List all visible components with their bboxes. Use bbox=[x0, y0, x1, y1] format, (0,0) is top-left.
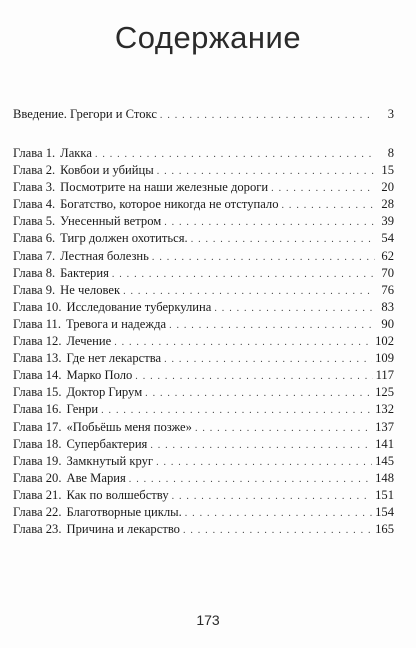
chapter-page: 102 bbox=[375, 334, 394, 349]
chapter-page: 148 bbox=[375, 470, 394, 485]
toc-entry bbox=[13, 401, 394, 418]
toc-intro-label: Введение. Грегори и Стокс bbox=[13, 107, 157, 121]
toc-entry bbox=[13, 265, 394, 282]
chapter-number: Глава 6. bbox=[13, 231, 56, 246]
chapter-title: Тигр должен охотиться. bbox=[60, 231, 188, 246]
chapter-number: Глава 8. bbox=[13, 265, 56, 280]
toc-entry bbox=[13, 299, 394, 316]
chapter-page: 137 bbox=[375, 419, 394, 434]
chapter-page: 54 bbox=[381, 231, 394, 246]
chapter-page: 109 bbox=[375, 351, 394, 366]
chapter-title: Лечение bbox=[66, 334, 112, 349]
chapter-number: Глава 21. bbox=[13, 487, 62, 502]
chapter-title: Доктор Гирум bbox=[66, 385, 143, 400]
toc-entry bbox=[13, 470, 394, 487]
chapter-number: Глава 19. bbox=[13, 453, 62, 468]
toc-entry bbox=[13, 367, 394, 384]
chapter-number: Глава 2. bbox=[13, 163, 56, 178]
dot-leader bbox=[157, 163, 375, 180]
dot-leader bbox=[123, 283, 375, 300]
dot-leader bbox=[114, 334, 372, 351]
chapter-number: Глава 14. bbox=[13, 368, 62, 383]
chapter-page: 76 bbox=[381, 282, 394, 297]
table-of-contents bbox=[13, 145, 394, 538]
toc-entry bbox=[13, 162, 394, 179]
chapter-page: 90 bbox=[381, 316, 394, 331]
toc-entry bbox=[13, 504, 394, 521]
chapter-number: Глава 15. bbox=[13, 385, 62, 400]
chapter-number: Глава 13. bbox=[13, 351, 62, 366]
dot-leader bbox=[112, 266, 375, 283]
chapter-title: Посмотрите на наши железные дороги bbox=[60, 180, 269, 195]
dot-leader bbox=[150, 437, 372, 454]
chapter-page: 15 bbox=[381, 163, 394, 178]
chapter-page: 70 bbox=[381, 265, 394, 280]
chapter-number: Глава 17. bbox=[13, 419, 62, 434]
page-title: Содержание bbox=[114, 20, 302, 55]
chapter-title: Тревога и надежда bbox=[66, 316, 167, 331]
dot-leader bbox=[164, 214, 375, 231]
chapter-title: Марко Поло bbox=[66, 368, 133, 383]
chapter-number: Глава 3. bbox=[13, 180, 56, 195]
toc-entry bbox=[13, 350, 394, 367]
chapter-title: Генри bbox=[66, 402, 99, 417]
chapter-page: 117 bbox=[375, 368, 394, 383]
dot-leader bbox=[214, 300, 375, 317]
toc-entry bbox=[13, 436, 394, 453]
dot-leader bbox=[129, 471, 372, 488]
dot-leader bbox=[145, 385, 372, 402]
dot-leader bbox=[135, 368, 372, 385]
chapter-number: Глава 12. bbox=[13, 334, 62, 349]
chapter-title: Причина и лекарство bbox=[66, 522, 180, 537]
chapter-title: Супербактерия bbox=[66, 436, 148, 451]
dot-leader bbox=[101, 402, 372, 419]
dot-leader bbox=[156, 454, 372, 471]
toc-entry bbox=[13, 316, 394, 333]
dot-leader bbox=[160, 107, 375, 124]
dot-leader bbox=[172, 488, 372, 505]
dot-leader bbox=[183, 522, 372, 539]
page-number: 173 bbox=[196, 612, 220, 628]
toc-entry bbox=[13, 282, 394, 299]
dot-leader bbox=[164, 351, 372, 368]
dot-leader bbox=[195, 420, 372, 437]
chapter-title: Аве Мария bbox=[66, 470, 126, 485]
toc-entry bbox=[13, 179, 394, 196]
chapter-number: Глава 4. bbox=[13, 197, 56, 212]
dot-leader bbox=[282, 197, 375, 214]
chapter-number: Глава 18. bbox=[13, 436, 62, 451]
chapter-page: 125 bbox=[375, 385, 394, 400]
chapter-title: Лестная болезнь bbox=[60, 248, 149, 263]
chapter-title: Не человек bbox=[60, 282, 121, 297]
chapter-page: 141 bbox=[375, 436, 394, 451]
chapter-page: 132 bbox=[375, 402, 394, 417]
dot-leader bbox=[169, 317, 375, 334]
dot-leader bbox=[191, 231, 375, 248]
chapter-page: 8 bbox=[387, 146, 394, 160]
chapter-title: Как по волшебству bbox=[66, 487, 169, 502]
chapter-number: Глава 20. bbox=[13, 470, 62, 485]
chapter-title: Исследование туберкулина bbox=[66, 299, 212, 314]
chapter-title: Лакка bbox=[60, 146, 92, 160]
chapter-number: Глава 11. bbox=[13, 316, 62, 331]
chapter-page: 151 bbox=[375, 487, 394, 502]
toc-entry bbox=[13, 196, 394, 213]
toc-intro-page: 3 bbox=[387, 107, 394, 121]
chapter-title: Бактерия bbox=[60, 265, 109, 280]
chapter-page: 83 bbox=[381, 299, 394, 314]
toc-entry bbox=[13, 213, 394, 230]
chapter-page: 145 bbox=[375, 453, 394, 468]
dot-leader bbox=[95, 146, 375, 163]
toc-entry bbox=[13, 145, 394, 162]
toc-entry bbox=[13, 230, 394, 247]
chapter-number: Глава 5. bbox=[13, 214, 56, 229]
chapter-title: Унесенный ветром bbox=[60, 214, 162, 229]
chapter-title: Где нет лекарства bbox=[66, 351, 162, 366]
chapter-number: Глава 23. bbox=[13, 522, 62, 537]
toc-entry bbox=[13, 384, 394, 401]
chapter-page: 39 bbox=[381, 214, 394, 229]
chapter-page: 165 bbox=[375, 522, 394, 537]
chapter-title: Благотворные циклы. bbox=[66, 504, 182, 519]
toc-entry bbox=[13, 521, 394, 538]
chapter-number: Глава 7. bbox=[13, 248, 56, 263]
chapter-page: 62 bbox=[381, 248, 394, 263]
chapter-page: 28 bbox=[381, 197, 394, 212]
toc-intro-entry bbox=[13, 106, 394, 123]
chapter-title: Богатство, которое никогда не отступало bbox=[60, 197, 279, 212]
toc-entry bbox=[13, 453, 394, 470]
chapter-number: Глава 22. bbox=[13, 504, 62, 519]
toc-entry bbox=[13, 333, 394, 350]
chapter-number: Глава 16. bbox=[13, 402, 62, 417]
dot-leader bbox=[152, 249, 375, 266]
dot-leader bbox=[271, 180, 375, 197]
chapter-number: Глава 10. bbox=[13, 299, 62, 314]
chapter-page: 154 bbox=[375, 504, 394, 519]
toc-entry bbox=[13, 419, 394, 436]
chapter-title: Замкнутый круг bbox=[66, 453, 154, 468]
toc-entry bbox=[13, 248, 394, 265]
chapter-number: Глава 1. bbox=[13, 146, 56, 160]
chapter-title: «Побьёшь меня позже» bbox=[66, 419, 192, 434]
chapter-title: Ковбои и убийцы bbox=[60, 163, 154, 178]
toc-entry bbox=[13, 487, 394, 504]
dot-leader bbox=[185, 505, 372, 522]
chapter-page: 20 bbox=[381, 180, 394, 195]
chapter-number: Глава 9. bbox=[13, 282, 56, 297]
